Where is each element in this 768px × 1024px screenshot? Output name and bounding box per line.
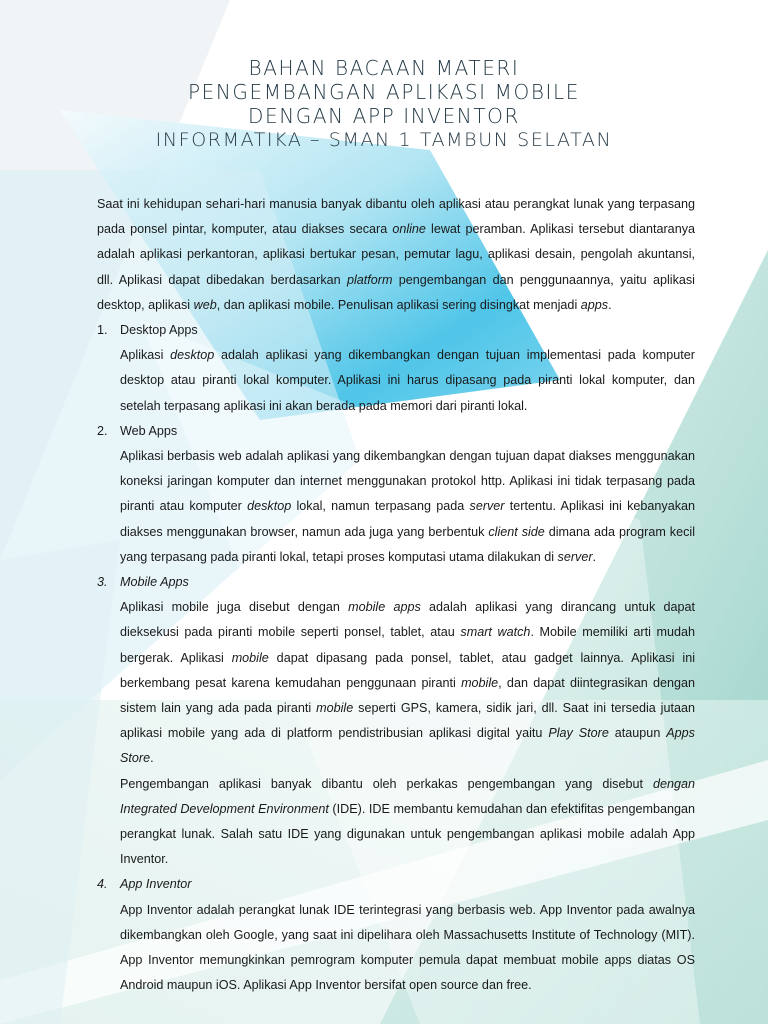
intro-paragraph: Saat ini kehidupan sehari-hari manusia banyak dibantu oleh aplikasi atau perangkat lunak yang terpasang pada ponsel pintar, komputer, atau diakses secara online lewat peramban. Aplikasi tersebut diantaranya adalah aplikasi perkantoran, aplikasi bertukar pesan, pemutar lagu, aplikasi desain, pengolah akuntansi, dll. Aplikasi dapat dibedakan berdasarkan platform pengembangan dan penggunaannya, yaitu aplikasi desktop, aplikasi web, dan aplikasi mobile. Penulisan aplikasi sering disingkat menjadi apps. xyxy=(97,197,695,312)
item-title: Mobile Apps xyxy=(120,575,189,590)
item-paragraph: Aplikasi mobile juga disebut dengan mobile apps adalah aplikasi yang dirancang untuk dapat dieksekusi pada piranti mobile seperti ponsel, tablet, atau smart watch. Mobile memiliki arti mudah bergerak. Aplikasi mobile dapat dipasang pada ponsel, tablet, atau gadget lainnya. Aplikasi ini berkembang pesat karena kemudahan penggunaan piranti mobile, dan dapat diintegrasikan dengan sistem lain yang ada pada piranti mobile seperti GPS, kamera, sidik jari, dll. Saat ini tersedia jutaan aplikasi mobile yang ada di platform pendistribusian aplikasi digital yaitu Play Store ataupun Apps Store. xyxy=(120,600,695,766)
item-number: 1. xyxy=(97,323,108,338)
item-paragraph-ide: Pengembangan aplikasi banyak dibantu oleh perkakas pengembangan yang disebut dengan Integrated Development Environment (IDE). IDE membantu kemudahan dan efektifitas pengembangan perangkat lunak. Salah satu IDE yang digunakan untuk pengembangan aplikasi mobile adalah App Inventor. xyxy=(120,776,695,867)
item-title: Desktop Apps xyxy=(120,323,198,338)
item-number: 4. xyxy=(97,877,108,892)
list-item-desktop-apps xyxy=(97,318,695,419)
title-line-3: DENGAN APP INVENTOR xyxy=(247,104,521,128)
list-item-mobile-apps xyxy=(97,570,695,872)
item-paragraph: Aplikasi berbasis web adalah aplikasi yang dikembangkan dengan tujuan dapat diakses menggunakan koneksi jaringan komputer dan internet menggunakan protokol http. Aplikasi ini tidak terpasang pada piranti atau komputer desktop lokal, namun terpasang pada server tertentu. Aplikasi ini kebanyakan diakses menggunakan browser, namun ada juga yang berbentuk client side dimana ada program kecil yang terpasang pada piranti lokal, tetapi proses komputasi utama dilakukan di server. xyxy=(120,449,696,564)
item-number: 2. xyxy=(97,423,108,438)
subtitle: INFORMATIKA – SMAN 1 TAMBUN SELATAN xyxy=(155,129,613,151)
title-line-1: BAHAN BACAAN MATERI xyxy=(248,56,520,80)
item-title: App Inventor xyxy=(120,877,192,892)
list-item-app-inventor xyxy=(97,872,695,998)
document-body xyxy=(97,192,695,999)
item-number: 3. xyxy=(97,575,108,590)
item-paragraph: Aplikasi desktop adalah aplikasi yang dikembangkan dengan tujuan implementasi pada komputer desktop atau piranti lokal komputer. Aplikasi ini harus dipasang pada piranti lokal komputer, dan setelah terpasang aplikasi ini akan berada pada memori dari piranti lokal. xyxy=(120,348,695,413)
item-paragraph: App Inventor adalah perangkat lunak IDE terintegrasi yang berbasis web. App Inventor pada awalnya dikembangkan oleh Google, yang saat ini dipelihara oleh Massachusetts Institute of Technology (MIT). App Inventor memungkinkan pemrogram komputer pemula dapat membuat mobile apps diatas OS Android maupun iOS. Aplikasi App Inventor bersifat open source dan free. xyxy=(120,902,695,993)
title-line-2: PENGEMBANGAN APLIKASI MOBILE xyxy=(187,80,581,104)
document-header xyxy=(0,56,768,151)
list-item-web-apps xyxy=(97,419,695,570)
item-title: Web Apps xyxy=(120,423,178,438)
